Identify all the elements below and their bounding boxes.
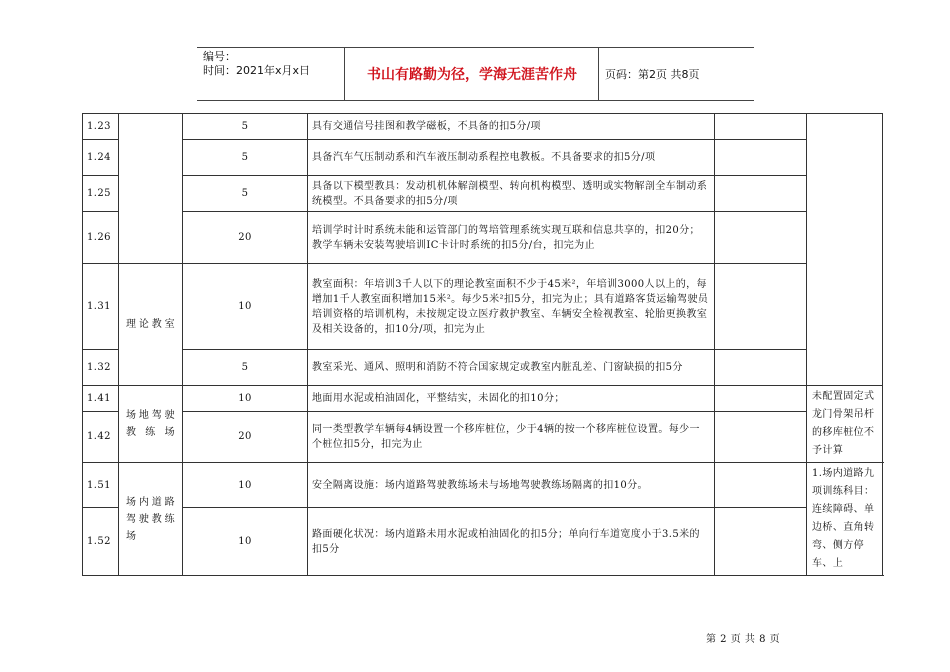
header-motto: 书山有路勤为径，学海无涯苦作舟 bbox=[367, 67, 577, 83]
item-description: 教室面积：年培训3千人以下的理论教室面积不少于45米²，年培训3000人以上的，每增加1千人教室面积增加15米²。每少5米²扣5分，扣完为止；具有道路客货运输驾驶员培训资格的培训机构，未按规定设立医疗救护教室、车辆安全检视教室、轮胎更换教室及相关设备的，扣10分/项，扣完为止 bbox=[308, 264, 715, 350]
note-cell bbox=[807, 463, 883, 576]
item-description: 地面用水泥或柏油固化，平整结实，未固化的扣10分； bbox=[308, 386, 715, 412]
empty-cell bbox=[715, 386, 807, 412]
table-row bbox=[83, 114, 883, 140]
note-text: 1.场内道路九项训练科目：连续障碍、单边桥、直角转弯、侧方停车、上 bbox=[812, 468, 875, 569]
item-description: 安全隔离设施：场内道路驾驶教练场未与场地驾驶教练场隔离的扣10分。 bbox=[308, 463, 715, 508]
item-id: 1.23 bbox=[83, 114, 119, 140]
table-row bbox=[83, 508, 883, 576]
item-id: 1.25 bbox=[83, 176, 119, 212]
item-score: 20 bbox=[183, 212, 308, 264]
item-score: 10 bbox=[183, 508, 308, 576]
header-info bbox=[197, 48, 345, 100]
table-row bbox=[83, 140, 883, 176]
item-id: 1.41 bbox=[83, 386, 119, 412]
scoring-table bbox=[82, 113, 883, 576]
item-description: 同一类型教学车辆每4辆设置一个移库桩位，少于4辆的按一个移库桩位设置。每少一个桩位扣5分，扣完为止 bbox=[308, 411, 715, 462]
page-header bbox=[197, 47, 754, 101]
category-cell: 场地驾驶教练场 bbox=[119, 386, 183, 463]
header-right bbox=[346, 48, 801, 100]
category-cell: 场内道路驾驶教练场 bbox=[119, 463, 183, 576]
item-score: 10 bbox=[183, 264, 308, 350]
item-description: 具备以下模型教具：发动机机体解剖模型、转向机构模型、透明或实物解剖全车制动系统模型。不具备要求的扣5分/项 bbox=[308, 176, 715, 212]
item-score: 20 bbox=[183, 411, 308, 462]
table-row bbox=[83, 411, 883, 462]
item-description: 路面硬化状况：场内道路未用水泥或柏油固化的扣5分；单向行车道宽度小于3.5米的扣5分 bbox=[308, 508, 715, 576]
item-score: 5 bbox=[183, 176, 308, 212]
empty-cell bbox=[715, 508, 807, 576]
empty-cell bbox=[715, 411, 807, 462]
item-score: 5 bbox=[183, 140, 308, 176]
empty-cell bbox=[715, 350, 807, 386]
table-row bbox=[83, 463, 883, 508]
item-description: 具有交通信号挂图和教学磁板，不具备的扣5分/项 bbox=[308, 114, 715, 140]
item-description: 教室采光、通风、照明和消防不符合国家规定或教室内脏乱差、门窗缺损的扣5分 bbox=[308, 350, 715, 386]
item-description: 培训学时计时系统未能和运管部门的驾培管理系统实现互联和信息共享的，扣20分；教学车辆未安装驾驶培训IC卡计时系统的扣5分/台，扣完为止 bbox=[308, 212, 715, 264]
empty-cell bbox=[715, 463, 807, 508]
document-number-label: 编号： bbox=[203, 50, 236, 63]
document-date: 时间：2021年x月x日 bbox=[203, 64, 311, 77]
item-score: 10 bbox=[183, 463, 308, 508]
item-id: 1.31 bbox=[83, 264, 119, 350]
item-score: 10 bbox=[183, 386, 308, 412]
table-row bbox=[83, 350, 883, 386]
category-cell bbox=[119, 114, 183, 264]
header-page-number: 页码：第2页 共8页 bbox=[598, 48, 754, 100]
table-row bbox=[83, 212, 883, 264]
item-id: 1.24 bbox=[83, 140, 119, 176]
empty-cell bbox=[715, 264, 807, 350]
item-id: 1.42 bbox=[83, 411, 119, 462]
table-row bbox=[83, 386, 883, 412]
item-description: 具备汽车气压制动系和汽车液压制动系程控电教板。不具备要求的扣5分/项 bbox=[308, 140, 715, 176]
table-row bbox=[83, 176, 883, 212]
category-cell: 理论教室 bbox=[119, 264, 183, 386]
item-id: 1.26 bbox=[83, 212, 119, 264]
table-row bbox=[83, 264, 883, 350]
empty-cell bbox=[715, 212, 807, 264]
item-score: 5 bbox=[183, 350, 308, 386]
page-footer: 第 2 页 共 8 页 bbox=[706, 634, 781, 645]
notes-cell bbox=[807, 114, 883, 386]
note-cell bbox=[807, 386, 883, 463]
empty-cell bbox=[715, 114, 807, 140]
item-id: 1.32 bbox=[83, 350, 119, 386]
empty-cell bbox=[715, 140, 807, 176]
empty-cell bbox=[715, 176, 807, 212]
item-id: 1.52 bbox=[83, 508, 119, 576]
item-id: 1.51 bbox=[83, 463, 119, 508]
note-text: 未配置固定式龙门骨架吊杆的移库桩位不予计算 bbox=[812, 391, 875, 456]
item-score: 5 bbox=[183, 114, 308, 140]
